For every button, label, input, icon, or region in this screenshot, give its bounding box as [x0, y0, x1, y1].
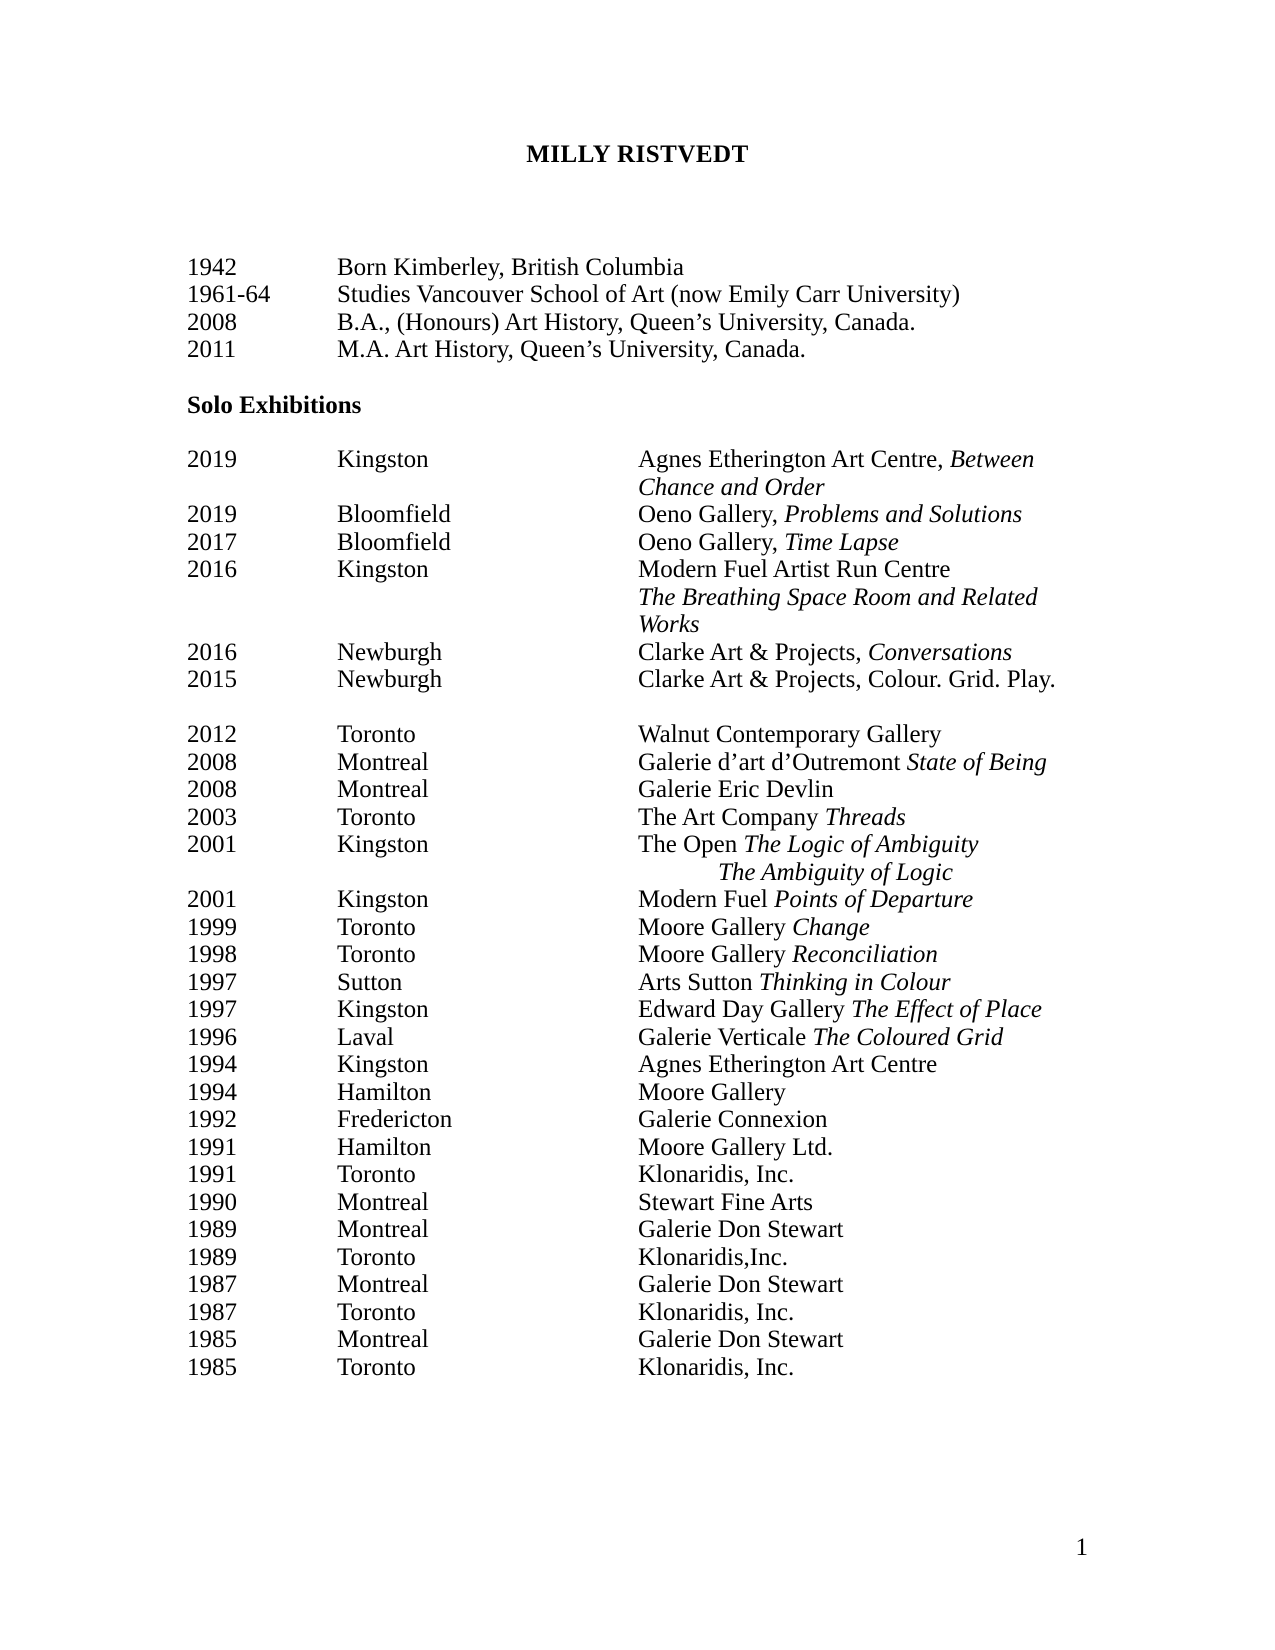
- bio-text: B.A., (Honours) Art History, Queen’s University, Canada.: [337, 308, 916, 336]
- exhibition-city: Toronto: [337, 721, 416, 748]
- exhibition-row: [187, 666, 1088, 694]
- bio-row: [187, 254, 1088, 282]
- exhibition-title-text: Reconciliation: [792, 941, 938, 968]
- exhibition-gallery-line: [638, 1079, 1088, 1107]
- exhibition-gallery-line: [638, 529, 1088, 557]
- exhibition-gallery: [638, 1161, 1088, 1189]
- exhibition-row: [187, 1189, 1088, 1217]
- exhibition-year: 2019: [187, 501, 237, 528]
- bio-row: [187, 336, 1088, 364]
- gallery-name-text: Edward Day Gallery: [638, 996, 852, 1023]
- exhibition-gallery-line: [638, 501, 1088, 529]
- exhibition-city: Sutton: [337, 968, 403, 996]
- gallery-name-text: Galerie Don Stewart: [638, 1271, 844, 1298]
- exhibition-gallery: [638, 556, 1088, 639]
- exhibition-city: Hamilton: [337, 1078, 432, 1106]
- exhibition-row: [187, 804, 1088, 832]
- exhibition-title-text: The Logic of Ambiguity: [743, 831, 979, 858]
- exhibition-gallery: [638, 1216, 1088, 1244]
- exhibition-city: Kingston: [337, 446, 429, 473]
- bio-row: [187, 309, 1088, 337]
- exhibition-row: [187, 529, 1088, 557]
- gallery-name-text: Oeno Gallery,: [638, 528, 785, 556]
- exhibition-year: 1991: [187, 1133, 237, 1161]
- gallery-name-text: Galerie Don Stewart: [638, 1326, 844, 1353]
- exhibition-year: 2003: [187, 803, 237, 831]
- exhibition-city: Toronto: [337, 1243, 416, 1271]
- gallery-name-text: Walnut Contemporary Gallery: [638, 721, 942, 748]
- bio-text: M.A. Art History, Queen’s University, Canada.: [337, 336, 806, 363]
- exhibition-year: 1994: [187, 1051, 237, 1078]
- bio-year: 1942: [187, 253, 237, 281]
- exhibition-gallery-line: [638, 969, 1088, 997]
- exhibition-gallery: [638, 446, 1088, 501]
- exhibition-row: [187, 446, 1088, 501]
- exhibition-gallery: [638, 996, 1088, 1024]
- exhibition-year: 2019: [187, 446, 237, 473]
- exhibition-gallery-line: [638, 1161, 1088, 1189]
- exhibition-row: [187, 1024, 1088, 1052]
- exhibition-gallery: [638, 969, 1088, 997]
- exhibition-title-text: Thinking in Colour: [758, 968, 951, 996]
- exhibition-gallery: [638, 501, 1088, 529]
- exhibition-city: Kingston: [337, 1051, 429, 1078]
- exhibition-city: Montreal: [337, 1216, 429, 1243]
- exhibition-gallery-line: [638, 611, 1088, 639]
- bio-row: [187, 281, 1088, 309]
- exhibition-gallery: [638, 1244, 1088, 1272]
- exhibition-city: Newburgh: [337, 638, 443, 666]
- exhibition-gallery: [638, 1024, 1088, 1052]
- gallery-name-text: Arts Sutton: [638, 968, 759, 996]
- exhibition-gallery-line: [638, 666, 1088, 694]
- exhibition-list: [187, 446, 1088, 1381]
- gallery-name-text: Clarke Art & Projects, Colour. Grid. Play.: [638, 666, 1056, 693]
- gallery-name-text: Agnes Etherington Art Centre,: [638, 446, 950, 473]
- gallery-name-text: Galerie Verticale: [638, 1023, 813, 1051]
- exhibition-gallery: [638, 1079, 1088, 1107]
- exhibition-gallery: [638, 1299, 1088, 1327]
- exhibition-year: 2017: [187, 528, 237, 556]
- gallery-name-text: Galerie d’art d’Outremont: [638, 748, 907, 776]
- exhibition-year: 1989: [187, 1216, 237, 1243]
- exhibition-city: Montreal: [337, 1326, 429, 1353]
- exhibition-title-text: Chance and Order: [638, 473, 825, 501]
- bio-year: 2008: [187, 308, 237, 336]
- exhibition-title-text: Between: [949, 446, 1035, 473]
- exhibition-row: [187, 556, 1088, 639]
- exhibition-row: [187, 1161, 1088, 1189]
- gallery-name-text: The Art Company: [638, 803, 825, 831]
- exhibition-gallery-line: [638, 1051, 1088, 1079]
- exhibition-gallery-line: [638, 776, 1088, 804]
- bio-text: Born Kimberley, British Columbia: [337, 253, 684, 281]
- exhibition-title-text: The Ambiguity of Logic: [718, 858, 953, 886]
- exhibition-year: 1996: [187, 1023, 237, 1051]
- exhibition-city: Toronto: [337, 913, 416, 941]
- exhibition-row: [187, 969, 1088, 997]
- bio-year: 2011: [187, 336, 237, 363]
- exhibition-title-text: Points of Departure: [774, 886, 974, 913]
- exhibition-gallery: [638, 1134, 1088, 1162]
- exhibition-city: Montreal: [337, 1271, 429, 1298]
- exhibition-row: [187, 1134, 1088, 1162]
- exhibition-city: Fredericton: [337, 1106, 453, 1133]
- gallery-name-text: Klonaridis, Inc.: [638, 1161, 795, 1188]
- exhibition-gallery-line: [638, 1106, 1088, 1134]
- exhibition-gallery-line: [638, 721, 1088, 749]
- exhibition-gallery-line: [638, 831, 1088, 859]
- exhibition-title-text: Threads: [824, 803, 906, 831]
- exhibition-row: [187, 831, 1088, 886]
- exhibition-gallery: [638, 1271, 1088, 1299]
- exhibition-row: [187, 996, 1088, 1024]
- exhibition-city: Montreal: [337, 748, 429, 776]
- exhibition-gallery: [638, 639, 1088, 667]
- exhibition-gallery-line: [638, 446, 1088, 474]
- exhibition-gallery-line: [638, 1134, 1088, 1162]
- exhibition-year: 2016: [187, 556, 237, 583]
- exhibition-year: 2008: [187, 776, 237, 803]
- exhibition-year: 1987: [187, 1298, 237, 1326]
- exhibition-gallery-line: [638, 941, 1088, 969]
- gallery-name-text: Klonaridis, Inc.: [638, 1298, 795, 1326]
- exhibition-city: Kingston: [337, 831, 429, 858]
- gallery-name-text: The Open: [638, 831, 744, 858]
- exhibition-city: Montreal: [337, 1188, 429, 1216]
- exhibition-title-text: The Effect of Place: [851, 996, 1043, 1023]
- exhibition-city: Bloomfield: [337, 501, 451, 528]
- exhibition-city: Kingston: [337, 556, 429, 583]
- exhibition-year: 1997: [187, 996, 237, 1023]
- exhibition-row: [187, 1051, 1088, 1079]
- exhibition-row: [187, 1216, 1088, 1244]
- exhibition-gallery-line: [638, 914, 1088, 942]
- exhibition-gallery: [638, 1189, 1088, 1217]
- exhibition-row: [187, 1299, 1088, 1327]
- solo-exhibitions-heading: Solo Exhibitions: [187, 391, 362, 419]
- exhibition-gallery-line: [638, 1244, 1088, 1272]
- exhibition-year: 1998: [187, 941, 237, 968]
- exhibition-gallery: [638, 914, 1088, 942]
- exhibition-row: [187, 1106, 1088, 1134]
- gallery-name-text: Oeno Gallery,: [638, 501, 785, 528]
- exhibition-row: [187, 1271, 1088, 1299]
- exhibition-row: [187, 1326, 1088, 1354]
- exhibition-title-text: State of Being: [906, 748, 1047, 776]
- exhibition-gallery: [638, 1326, 1088, 1354]
- gallery-name-text: Moore Gallery: [638, 1078, 786, 1106]
- exhibition-title-text: Conversations: [867, 638, 1013, 666]
- gallery-name-text: Moore Gallery: [638, 941, 793, 968]
- exhibition-gallery: [638, 666, 1088, 694]
- gallery-name-text: Galerie Eric Devlin: [638, 776, 834, 803]
- exhibition-year: 1997: [187, 968, 237, 996]
- exhibition-title-text: Time Lapse: [784, 528, 899, 556]
- exhibition-gallery: [638, 721, 1088, 749]
- exhibition-city: Bloomfield: [337, 528, 451, 556]
- exhibition-title-text: The Breathing Space Room and Related: [638, 583, 1038, 611]
- gallery-name-text: Stewart Fine Arts: [638, 1188, 813, 1216]
- exhibition-gallery: [638, 804, 1088, 832]
- exhibition-year: 2012: [187, 721, 237, 748]
- gallery-name-text: Galerie Connexion: [638, 1106, 828, 1133]
- exhibition-gallery-line: [638, 996, 1088, 1024]
- exhibition-year: 1994: [187, 1078, 237, 1106]
- exhibition-year: 2016: [187, 638, 237, 666]
- exhibition-gallery: [638, 776, 1088, 804]
- exhibition-year: 1985: [187, 1353, 237, 1381]
- exhibition-gallery-line: [638, 1189, 1088, 1217]
- exhibition-title-text: The Coloured Grid: [812, 1023, 1004, 1051]
- exhibition-row: [187, 501, 1088, 529]
- gallery-name-text: Agnes Etherington Art Centre: [638, 1051, 938, 1078]
- exhibition-gallery: [638, 529, 1088, 557]
- exhibition-gallery: [638, 941, 1088, 969]
- exhibition-gallery: [638, 886, 1088, 914]
- gallery-name-text: Modern Fuel: [638, 886, 775, 913]
- exhibition-city: Toronto: [337, 1353, 416, 1381]
- exhibition-gallery-line: [638, 584, 1088, 612]
- exhibition-year: 1985: [187, 1326, 237, 1353]
- page-title: MILLY RISTVEDT: [526, 141, 749, 168]
- exhibition-year: 1987: [187, 1271, 237, 1298]
- document-content: [0, 141, 1275, 1381]
- exhibition-gallery: [638, 831, 1088, 886]
- exhibition-gallery: [638, 1354, 1088, 1382]
- gallery-name-text: Modern Fuel Artist Run Centre: [638, 556, 951, 583]
- exhibition-row: [187, 776, 1088, 804]
- exhibition-gallery: [638, 749, 1088, 777]
- exhibition-gallery: [638, 1106, 1088, 1134]
- exhibition-city: Toronto: [337, 941, 416, 968]
- exhibition-year: 1991: [187, 1161, 237, 1188]
- exhibition-gallery-line: [638, 639, 1088, 667]
- exhibition-gallery-line: [638, 474, 1088, 502]
- exhibition-year: 1992: [187, 1106, 237, 1133]
- exhibition-gallery-line: [638, 749, 1088, 777]
- exhibition-title-text: Change: [792, 913, 870, 941]
- exhibition-gallery-line: [638, 1024, 1088, 1052]
- exhibition-year: 2001: [187, 886, 237, 913]
- exhibition-city: Toronto: [337, 1161, 416, 1188]
- exhibition-title-text: Problems and Solutions: [784, 501, 1023, 528]
- exhibition-city: Toronto: [337, 803, 416, 831]
- gallery-name-text: Klonaridis, Inc.: [638, 1353, 795, 1381]
- gallery-name-text: Moore Gallery: [638, 913, 793, 941]
- exhibition-gallery-line: [638, 1299, 1088, 1327]
- exhibition-row: [187, 886, 1088, 914]
- bio-year: 1961-64: [187, 281, 271, 308]
- exhibition-year: 2008: [187, 748, 237, 776]
- gallery-name-text: Klonaridis,Inc.: [638, 1243, 788, 1271]
- exhibition-row: [187, 639, 1088, 667]
- exhibition-city: Newburgh: [337, 666, 443, 693]
- exhibition-row: [187, 721, 1088, 749]
- exhibition-gallery-line: [638, 1354, 1088, 1382]
- exhibition-city: Kingston: [337, 886, 429, 913]
- exhibition-city: Montreal: [337, 776, 429, 803]
- exhibition-title-text: Works: [638, 611, 700, 638]
- exhibition-row: [187, 1079, 1088, 1107]
- exhibition-gallery-line: [638, 1216, 1088, 1244]
- bio-list: [187, 254, 1088, 364]
- exhibition-row: [187, 941, 1088, 969]
- exhibition-year: 2015: [187, 666, 237, 693]
- gallery-name-text: Galerie Don Stewart: [638, 1216, 844, 1243]
- spacer-row: [187, 694, 1088, 722]
- exhibition-gallery-line: [638, 859, 1088, 887]
- exhibition-year: 1999: [187, 913, 237, 941]
- exhibition-gallery-line: [638, 556, 1088, 584]
- exhibition-year: 1990: [187, 1188, 237, 1216]
- exhibition-gallery-line: [638, 804, 1088, 832]
- exhibition-gallery: [638, 1051, 1088, 1079]
- exhibition-city: Kingston: [337, 996, 429, 1023]
- exhibition-city: Laval: [337, 1023, 394, 1051]
- page-number: 1: [1075, 1534, 1088, 1561]
- exhibition-row: [187, 1354, 1088, 1382]
- exhibition-row: [187, 914, 1088, 942]
- exhibition-city: Toronto: [337, 1298, 416, 1326]
- gallery-name-text: Moore Gallery Ltd.: [638, 1133, 834, 1161]
- exhibition-row: [187, 1244, 1088, 1272]
- exhibition-gallery-line: [638, 886, 1088, 914]
- exhibition-row: [187, 749, 1088, 777]
- bio-text: Studies Vancouver School of Art (now Emily Carr University): [337, 281, 961, 308]
- exhibition-year: 1989: [187, 1243, 237, 1271]
- exhibition-year: 2001: [187, 831, 237, 858]
- exhibition-gallery-line: [638, 1271, 1088, 1299]
- gallery-name-text: Clarke Art & Projects,: [638, 638, 868, 666]
- exhibition-gallery-line: [638, 1326, 1088, 1354]
- exhibition-city: Hamilton: [337, 1133, 432, 1161]
